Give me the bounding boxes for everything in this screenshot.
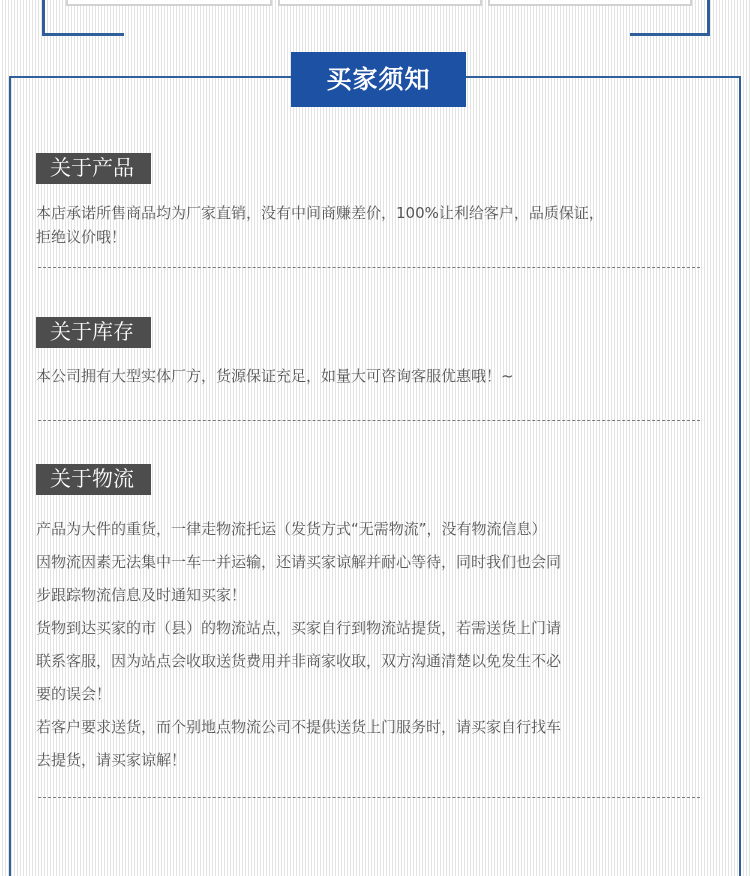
divider: [38, 420, 700, 421]
text-line: 拒绝议价哦！: [36, 228, 127, 246]
divider: [38, 267, 700, 268]
section-label-stock: 关于库存: [36, 317, 151, 348]
notice-title: 买家须知: [291, 52, 466, 107]
text-line: 要的误会！: [36, 685, 112, 703]
text-line: 本公司拥有大型实体厂方，货源保证充足，如量大可咨询客服优惠哦！~: [36, 367, 514, 385]
text-line: 若客户要求送货，而个别地点物流公司不提供送货上门服务时，请买家自行找车: [36, 718, 562, 736]
text-line: 步跟踪物流信息及时通知买家！: [36, 586, 247, 604]
text-line: 本店承诺所售商品均为厂家直销，没有中间商赚差价，100%让利给客户，品质保证，: [36, 204, 604, 222]
section-label-product: 关于产品: [36, 153, 151, 184]
divider: [38, 797, 700, 798]
section-label-logistics: 关于物流: [36, 464, 151, 495]
top-box-2: [278, 0, 482, 6]
text-line: 产品为大件的重货，一律走物流托运（发货方式“无需物流”，没有物流信息）: [36, 520, 547, 538]
text-line: 因物流因素无法集中一车一并运输，还请买家谅解并耐心等待，同时我们也会同: [36, 553, 562, 571]
text-line: 货物到达买家的市（县）的物流站点，买家自行到物流站提货，若需送货上门请: [36, 619, 562, 637]
section-text-logistics: [36, 513, 696, 777]
section-text-stock: [36, 364, 696, 388]
top-frame-corner-right: [630, 33, 710, 36]
top-box-3: [488, 0, 692, 6]
top-frame-corner-left: [42, 33, 124, 36]
text-line: 去提货，请买家谅解！: [36, 751, 187, 769]
text-line: 联系客服，因为站点会收取送货费用并非商家收取，双方沟通清楚以免发生不必: [36, 652, 562, 670]
top-box-1: [66, 0, 272, 6]
section-text-product: [36, 201, 696, 249]
